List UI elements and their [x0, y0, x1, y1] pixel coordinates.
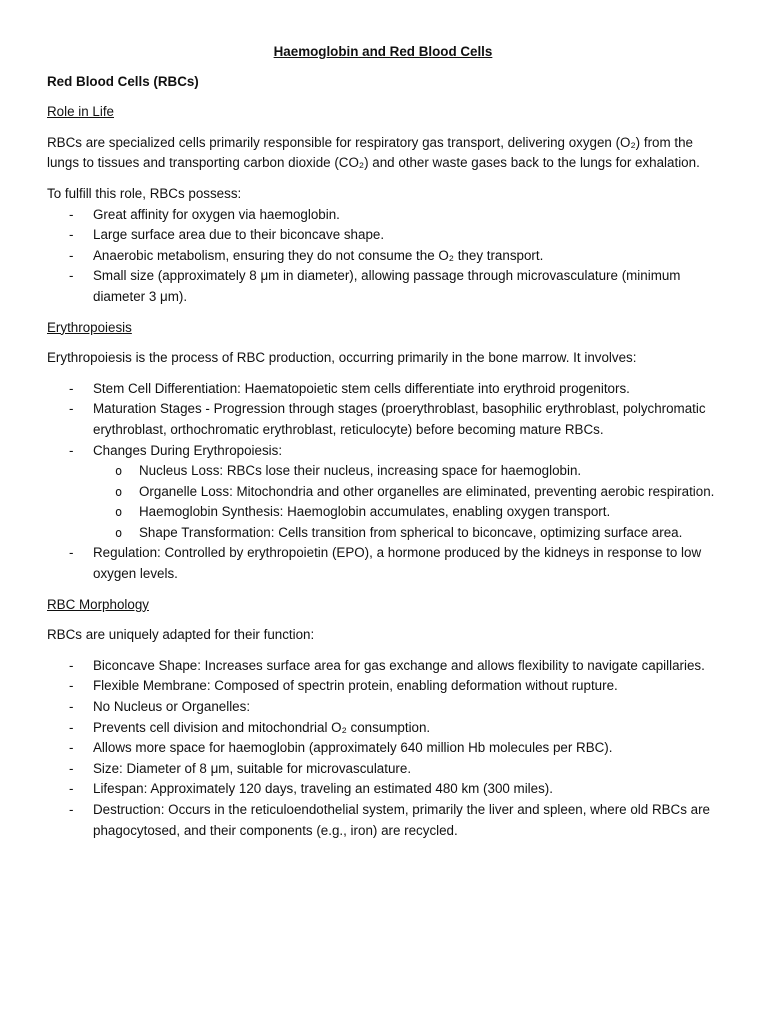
role-lead-paragraph: To fulfill this role, RBCs possess: — [47, 185, 242, 201]
circle-bullet: o — [115, 505, 123, 520]
dash-bullet: - — [69, 657, 74, 673]
dash-bullet: - — [69, 442, 74, 458]
list-item: - Anaerobic metabolism, ensuring they do not consume the O₂ they transport. — [47, 246, 719, 267]
document-title: Haemoglobin and Red Blood Cells — [273, 44, 493, 59]
dash-bullet: - — [69, 802, 74, 817]
erythropoiesis-list — [47, 379, 719, 585]
role-intro-paragraph: RBCs are specialized cells primarily responsible for respiratory gas transport, delivering oxygen (O₂) from the lungs to tissues and transporting carbon dioxide (CO₂) and other waste gases back to the lungs for exhalation. — [47, 134, 700, 171]
document-page — [47, 42, 719, 851]
list-item: - Large surface area due to their biconcave shape. — [47, 225, 719, 246]
morphology-list — [47, 656, 719, 841]
circle-bullet: o — [115, 484, 123, 499]
morphology-intro-paragraph: RBCs are uniquely adapted for their function: — [47, 627, 315, 643]
erythropoiesis-sublist — [93, 461, 719, 543]
sublist-item: o Haemoglobin Synthesis: Haemoglobin accumulates, enabling oxygen transport. — [93, 502, 719, 523]
dash-bullet: - — [69, 781, 74, 797]
subheading-role-in-life: Role in Life — [47, 104, 114, 120]
sublist-item: o Organelle Loss: Mitochondria and other organelles are eliminated, preventing aerobic respiration. — [93, 482, 719, 503]
list-item: - Maturation Stages - Progression through stages (proerythroblast, basophilic erythroblast, polychromatic erythroblast, orthochromatic erythroblast, reticulocyte) before becoming mature RBCs. — [69, 401, 706, 437]
list-item: - Small size (approximately 8 μm in diameter), allowing passage through microvasculature (minimum diameter 3 μm). — [69, 268, 681, 304]
sublist-item: o Shape Transformation: Cells transition from spherical to biconcave, optimizing surface area. — [93, 523, 719, 544]
list-item: - Stem Cell Differentiation: Haematopoietic stem cells differentiate into erythroid progenitors. — [47, 379, 719, 400]
subheading-rbc-morphology: RBC Morphology — [47, 596, 149, 612]
list-item: - Regulation: Controlled by erythropoietin (EPO), a hormone produced by the kidneys in response to low oxygen levels. — [69, 545, 702, 582]
dash-bullet: - — [69, 227, 74, 243]
list-item: - Prevents cell division and mitochondrial O₂ consumption. — [47, 718, 719, 739]
dash-bullet: - — [69, 268, 74, 284]
list-item: - Great affinity for oxygen via haemoglobin. — [47, 205, 719, 226]
list-item: - No Nucleus or Organelles: — [47, 697, 719, 718]
list-item: - Allows more space for haemoglobin (approximately 640 million Hb molecules per RBC). — [47, 738, 719, 759]
dash-bullet: - — [69, 206, 74, 222]
list-item: - Size: Diameter of 8 μm, suitable for microvasculature. — [47, 759, 719, 780]
sublist-item: o Nucleus Loss: RBCs lose their nucleus, increasing space for haemoglobin. — [93, 461, 719, 482]
dash-bullet: - — [69, 760, 74, 776]
erythropoiesis-intro-paragraph: Erythropoiesis is the process of RBC production, occurring primarily in the bone marrow. It involves: — [47, 350, 637, 366]
dash-bullet: - — [69, 401, 74, 417]
dash-bullet: - — [69, 545, 74, 561]
dash-bullet: - — [69, 678, 74, 694]
dash-bullet: - — [69, 719, 74, 735]
list-item: - Changes During Erythropoiesis: o Nucleus Loss: RBCs lose their nucleus, increasing space for haemoglobin. o Organelle Loss: Mitochondria and other organelles are eliminated, preventing aerobic respiration. o Haemoglobin Synthesis: Haemoglobin accumulates, enabling oxygen transport. o Shape Transformation: Cells transition from spherical to biconcave, optimizing surface area. — [47, 441, 719, 544]
list-item: - Lifespan: Approximately 120 days, traveling an estimated 480 km (300 miles). — [47, 779, 719, 800]
dash-bullet: - — [69, 247, 74, 263]
dash-bullet: - — [69, 699, 74, 715]
role-list — [47, 205, 719, 308]
circle-bullet: o — [115, 525, 123, 540]
list-item: - Biconcave Shape: Increases surface area for gas exchange and allows flexibility to navigate capillaries. — [47, 656, 719, 677]
dash-bullet: - — [69, 740, 74, 756]
subheading-erythropoiesis: Erythropoiesis — [47, 319, 132, 335]
section-heading-rbcs: Red Blood Cells (RBCs) — [47, 73, 199, 89]
list-item: - Flexible Membrane: Composed of spectrin protein, enabling deformation without rupture. — [47, 676, 719, 697]
dash-bullet: - — [69, 380, 74, 396]
list-item: - Destruction: Occurs in the reticuloendothelial system, primarily the liver and spleen, where old RBCs are phagocytosed, and their components (e.g., iron) are recycled. — [69, 802, 710, 838]
circle-bullet: o — [115, 464, 123, 479]
